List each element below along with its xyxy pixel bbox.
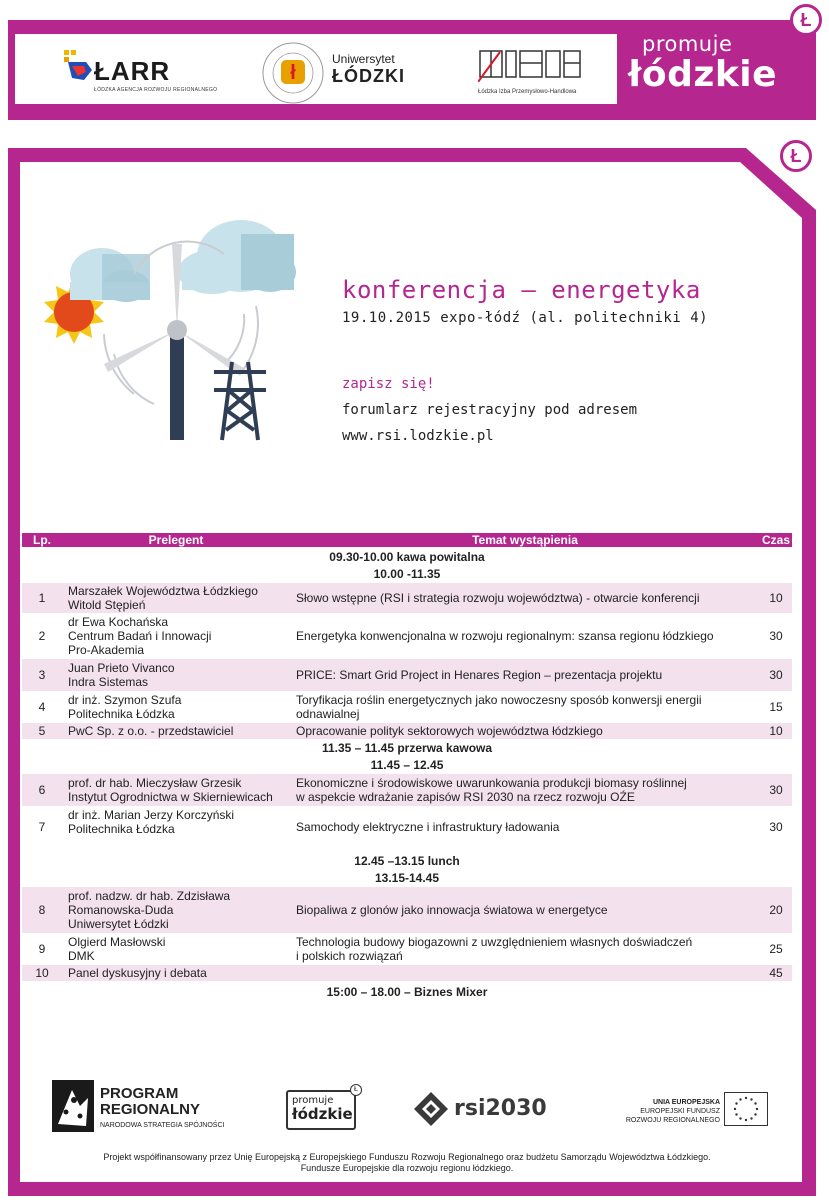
- row-time: 15: [769, 700, 783, 714]
- eu-line3: ROZWOJU REGIONALNEGO: [625, 1117, 720, 1124]
- eu-text-block: [618, 1098, 720, 1125]
- row-time: 30: [769, 783, 783, 797]
- brand-small-text: promuje: [642, 32, 733, 56]
- program-line1: PROGRAM: [100, 1085, 179, 1102]
- row-lp: 7: [38, 820, 46, 834]
- funding-note: [22, 1152, 792, 1174]
- header-time: Czas: [761, 533, 790, 547]
- row-time: 30: [769, 629, 783, 643]
- row-speaker: Juan Prieto Vivanco Indra Sistemas: [68, 661, 175, 689]
- row-topic: Technologia budowy biogazowni z uwzględnieniem własnych doświadczeń i polskich rozwiązań: [296, 935, 693, 963]
- header-lp: Lp.: [33, 533, 51, 547]
- row-lp: 6: [38, 783, 46, 797]
- header-topic: Temat wystąpienia: [472, 533, 578, 547]
- row-topic: Opracowanie polityk sektorowych województwa łódzkiego: [296, 724, 603, 738]
- row-topic: Samochody elektryczne i infrastruktury ładowania: [296, 820, 560, 834]
- row-topic: Biopaliwa z glonów jako innowacja światowa w energetyce: [296, 903, 608, 917]
- row-time: 45: [769, 966, 783, 980]
- promuje-lodzkie-brand: [628, 34, 777, 95]
- welcome-coffee: 09.30-10.00 kawa powitalna: [329, 550, 485, 564]
- row-lp: 4: [38, 700, 46, 714]
- conference-title: konferencja – energetyka: [342, 276, 701, 304]
- table-row: [22, 613, 792, 659]
- lipph-subtitle: Łódzka Izba Przemysłowo-Handlowa: [478, 89, 577, 95]
- program-sub: NARODOWA STRATEGIA SPÓJNOŚCI: [100, 1122, 225, 1129]
- eu-line2: EUROPEJSKI FUNDUSZ: [640, 1108, 720, 1115]
- table-header: [22, 533, 792, 547]
- l-badge-icon-main: Ł: [780, 140, 812, 172]
- signup-text: zapisz się!: [342, 376, 435, 392]
- table-row: [22, 774, 792, 806]
- larr-name: ŁARR: [94, 56, 171, 86]
- university-line2: ŁÓDZKI: [332, 66, 405, 86]
- small-cloud-icon: [70, 248, 150, 302]
- row-speaker: Marszałek Województwa Łódzkiego Witold Stępień: [68, 584, 258, 612]
- row-speaker: prof. dr hab. Mieczysław Grzesik Instytut Ogrodnictwa w Skierniewicach: [68, 776, 273, 804]
- footer-promuje-big: łódzkie: [292, 1105, 353, 1123]
- row-time: 10: [769, 724, 783, 738]
- row-speaker: Olgierd Masłowski DMK: [68, 935, 166, 963]
- rsi2030-text: rsi2030: [454, 1096, 547, 1121]
- coffee-break: 11.35 – 11.45 przerwa kawowa: [321, 741, 493, 755]
- row-lp: 9: [38, 942, 46, 956]
- row-topic: PRICE: Smart Grid Project in Henares Region – prezentacja projektu: [296, 668, 663, 682]
- row-topic: Toryfikacja roślin energetycznych jako nowoczesny sposób konwersji energii odnawialnej: [296, 693, 702, 721]
- session-2-time: 11.45 – 12.45: [370, 758, 444, 772]
- row-time: 30: [769, 820, 783, 834]
- footer-l-badge-icon: Ł: [350, 1084, 362, 1096]
- row-topic: Energetyka konwencjonalna w rozwoju regionalnym: szansa regionu łódzkiego: [296, 629, 714, 643]
- promuje-lodzkie-footer-logo: [286, 1090, 356, 1130]
- table-row: [22, 887, 792, 933]
- row-lp: 10: [35, 966, 49, 980]
- row-speaker: dr Ewa Kochańska Centrum Badań i Innowacji Pro-Akademia: [68, 615, 212, 657]
- business-mixer: 15:00 – 18.00 – Biznes Mixer: [326, 985, 488, 999]
- program-regionalny-logo: [52, 1080, 225, 1137]
- rsi2030-logo: [414, 1092, 547, 1131]
- lunch-break: 12.45 –13.15 lunch: [354, 854, 460, 868]
- row-topic: Ekonomiczne i środowiskowe uwarunkowania produkcji biomasy roślinnej w aspekcie wdrażanie zapisów RSI 2030 na rzecz rozwoju OŹE: [296, 776, 687, 804]
- row-lp: 8: [38, 903, 46, 917]
- header-speaker: Prelegent: [148, 533, 204, 547]
- row-speaker: dr inż. Marian Jerzy Korczyński Politechnika Łódzka: [68, 808, 235, 836]
- brand-big-text: łódzkie: [628, 54, 778, 95]
- footer-promuje-small: promuje: [292, 1095, 334, 1106]
- registration-url-link[interactable]: www.rsi.lodzkie.pl: [342, 428, 494, 444]
- energy-illustration: [44, 214, 304, 446]
- l-badge-icon: Ł: [790, 4, 822, 36]
- row-lp: 5: [38, 724, 46, 738]
- row-speaker: PwC Sp. z o.o. - przedstawiciel: [68, 724, 234, 738]
- larr-subtitle: ŁÓDZKA AGENCJA ROZWOJU REGIONALNEGO: [94, 87, 218, 93]
- rsi2030-mark-icon: [414, 1092, 448, 1126]
- row-speaker: Panel dyskusyjny i debata: [68, 966, 207, 980]
- row-time: 25: [769, 942, 783, 956]
- university-line1: Uniwersytet: [332, 52, 395, 66]
- row-speaker: prof. nadzw. dr hab. Zdzisława Romanowska-Duda Uniwersytet Łódzki: [68, 889, 231, 931]
- program-line2: REGIONALNY: [100, 1101, 201, 1118]
- eu-line1: UNIA EUROPEJSKA: [652, 1099, 720, 1106]
- table-row: [22, 965, 792, 981]
- table-row: [22, 691, 792, 723]
- registration-form-text: forumlarz rejestracyjny pod adresem: [342, 402, 638, 418]
- svg-text:ł: ł: [290, 62, 296, 84]
- power-pylon-icon: [214, 362, 266, 440]
- eu-flag-icon: [724, 1092, 768, 1126]
- lipph-logo: [478, 48, 582, 95]
- row-speaker: dr inż. Szymon Szufa Politechnika Łódzka: [68, 693, 182, 721]
- lipph-mark-icon: [478, 48, 582, 82]
- row-topic: Słowo wstępne (RSI i strategia rozwoju województwa) - otwarcie konferencji: [296, 591, 700, 605]
- table-row: [22, 659, 792, 691]
- university-seal-icon: [260, 40, 326, 106]
- funding-note-line1: Projekt współfinansowany przez Unię Europejską z Europejskiego Funduszu Rozwoju Regionalnego oraz budżetu Samorządu Województwa Łódzkiego.: [103, 1152, 711, 1162]
- funding-note-line2: Fundusze Europejskie dla rozwoju regionu łódzkiego.: [300, 1163, 514, 1173]
- larr-mark-icon: [62, 48, 92, 82]
- table-row: [22, 583, 792, 613]
- conference-date: 19.10.2015 expo-łódź (al. politechniki 4): [342, 310, 709, 326]
- row-time: 30: [769, 668, 783, 682]
- session-3-time: 13.15-14.45: [374, 871, 440, 885]
- row-time: 10: [769, 591, 783, 605]
- row-lp: 2: [38, 629, 46, 643]
- university-logo: [260, 40, 405, 111]
- table-row: [22, 806, 792, 848]
- row-lp: 1: [38, 591, 46, 605]
- agenda-table: [22, 533, 792, 999]
- row-time: 20: [769, 903, 783, 917]
- row-lp: 3: [38, 668, 46, 682]
- table-row: [22, 933, 792, 965]
- session-1-time: 10.00 -11.35: [373, 567, 441, 581]
- program-regionalny-mark-icon: [52, 1080, 94, 1132]
- table-row: [22, 723, 792, 739]
- cloud-icon: [178, 220, 296, 294]
